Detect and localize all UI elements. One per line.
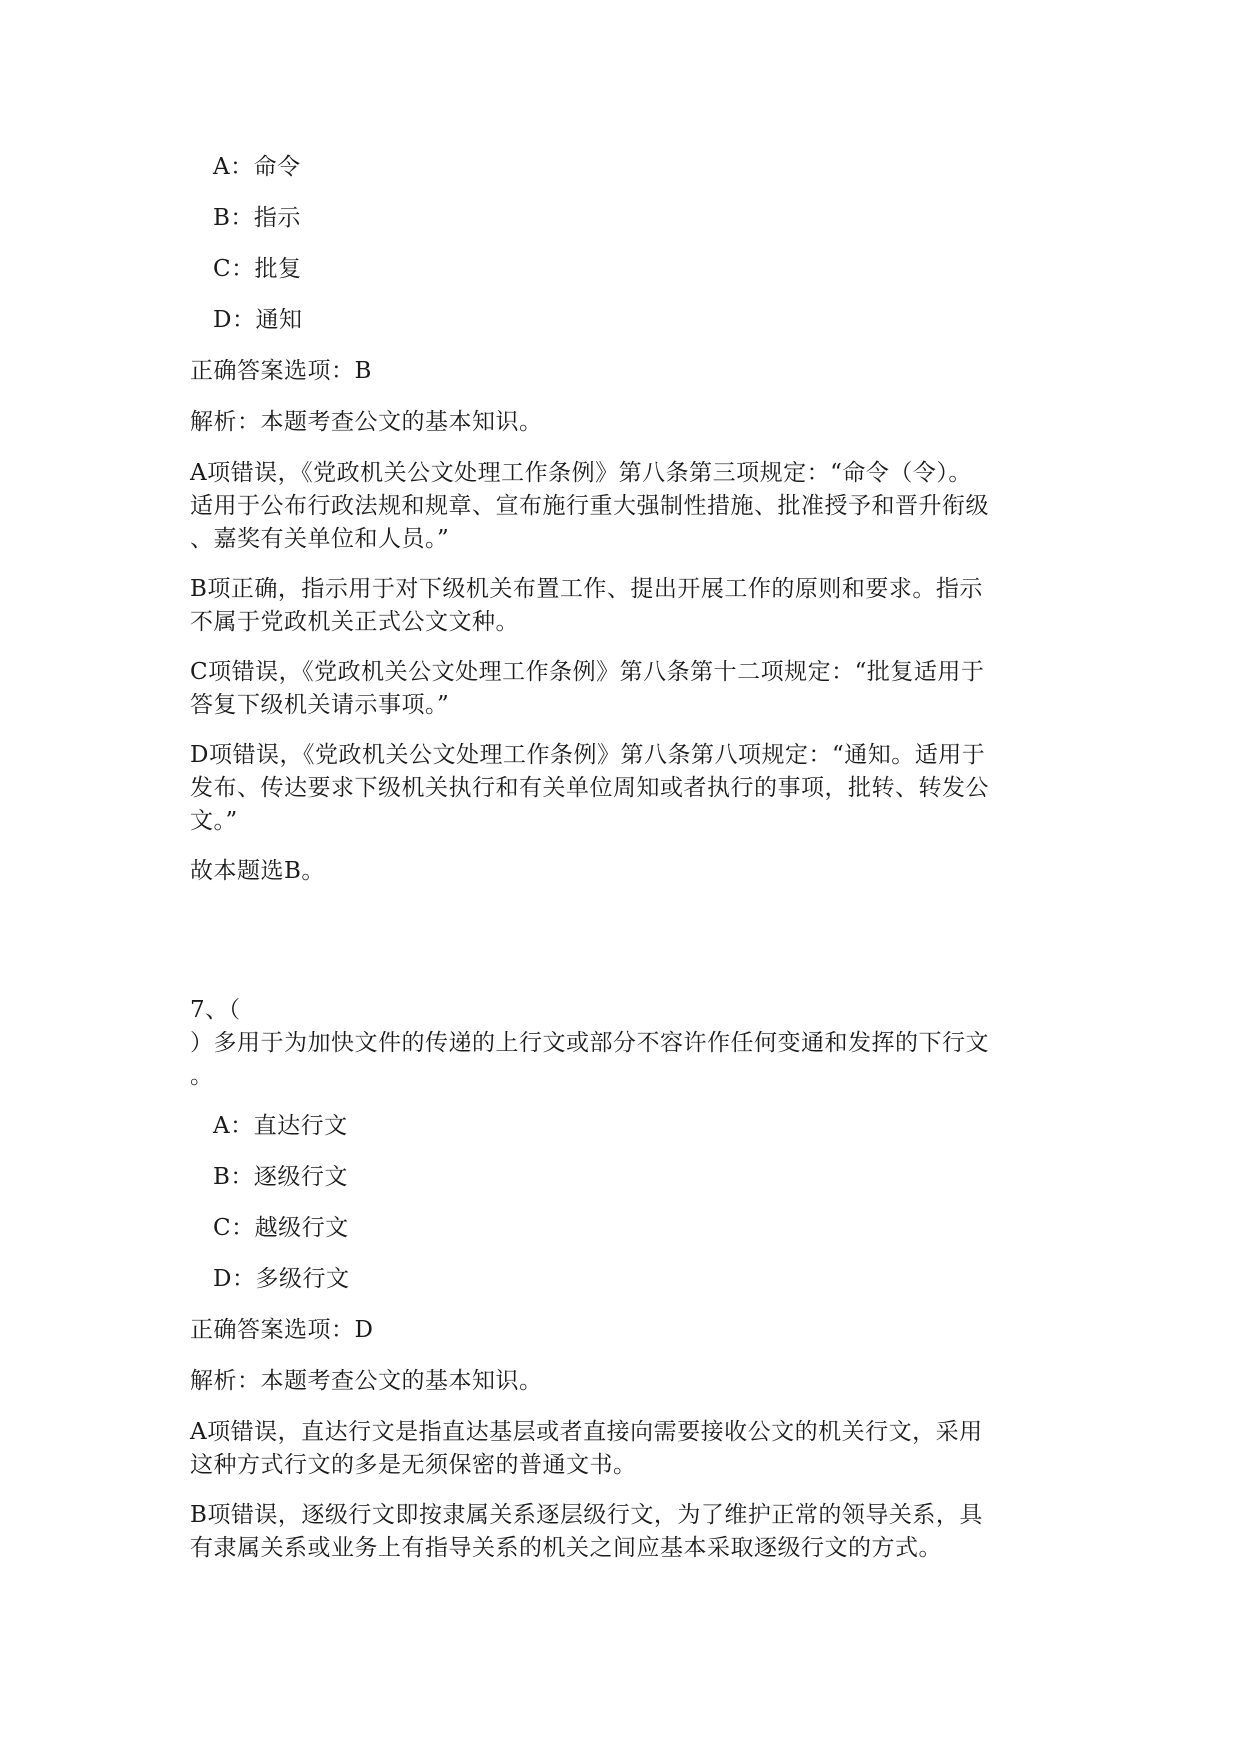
q6-explanation-a-line-3: 、嘉奖有关单位和人员。” [190, 526, 450, 552]
q7-explanation-a [190, 1416, 1050, 1482]
q6-explanation-d-line-1: D项错误，《党政机关公文处理工作条例》第八条第八项规定：“通知。适用于 [190, 742, 986, 768]
q7-option-a: A：直达行文 [213, 1113, 348, 1139]
q6-analysis-intro: 解析：本题考查公文的基本知识。 [190, 409, 543, 435]
q6-option-c: C：批复 [213, 256, 302, 282]
q7-explanation-b-line-1: B项错误，逐级行文即按隶属关系逐层级行文，为了维护正常的领导关系，具 [190, 1502, 983, 1528]
q6-explanation-a-line-1: A项错误，《党政机关公文处理工作条例》第八条第三项规定：“命令（令）。 [190, 460, 972, 486]
q7-option-c: C：越级行文 [213, 1215, 349, 1241]
q6-explanation-d-line-3: 文。” [190, 808, 238, 834]
q6-option-b: B：指示 [213, 205, 301, 231]
q7-explanation-b [190, 1499, 1050, 1565]
q7-option-d: D：多级行文 [213, 1266, 350, 1292]
q6-explanation-b [190, 573, 1050, 639]
q6-explanation-b-line-2: 不属于党政机关正式公文文种。 [190, 609, 519, 635]
q6-option-d: D：通知 [213, 307, 303, 333]
q6-option-a: A：命令 [213, 154, 301, 180]
q7-stem-line-3: 。 [190, 1063, 214, 1089]
q6-explanation-a-line-2: 适用于公布行政法规和规章、宣布施行重大强制性措施、批准授予和晋升衔级 [190, 493, 989, 519]
q7-explanation-a-line-2: 这种方式行文的多是无须保密的普通文书。 [190, 1452, 637, 1478]
q7-explanation-a-line-1: A项错误，直达行文是指直达基层或者直接向需要接收公文的机关行文，采用 [190, 1419, 983, 1445]
q6-explanation-d [190, 739, 1050, 838]
q6-explanation-b-line-1: B项正确，指示用于对下级机关布置工作、提出开展工作的原则和要求。指示 [190, 576, 983, 602]
q7-option-b: B：逐级行文 [213, 1164, 348, 1190]
q6-correct-answer: 正确答案选项：B [190, 358, 372, 384]
q6-explanation-d-line-2: 发布、传达要求下级机关执行和有关单位周知或者执行的事项，批转、转发公 [190, 775, 989, 801]
q6-explanation-a [190, 457, 1050, 556]
q6-explanation-c-line-2: 答复下级机关请示事项。” [190, 692, 450, 718]
q6-explanation-c-line-1: C项错误，《党政机关公文处理工作条例》第八条第十二项规定：“批复适用于 [190, 659, 985, 685]
q7-stem-line-2: ）多用于为加快文件的传递的上行文或部分不容许作任何变通和发挥的下行文 [190, 1030, 989, 1056]
q7-stem [190, 994, 1050, 1093]
q6-conclusion: 故本题选B。 [190, 858, 325, 884]
q7-stem-line-1: 7、（ [190, 997, 241, 1023]
q7-explanation-b-line-2: 有隶属关系或业务上有指导关系的机关之间应基本采取逐级行文的方式。 [190, 1535, 942, 1561]
q7-analysis-intro: 解析：本题考查公文的基本知识。 [190, 1368, 543, 1394]
q6-explanation-c [190, 656, 1050, 722]
q7-correct-answer: 正确答案选项：D [190, 1317, 374, 1343]
